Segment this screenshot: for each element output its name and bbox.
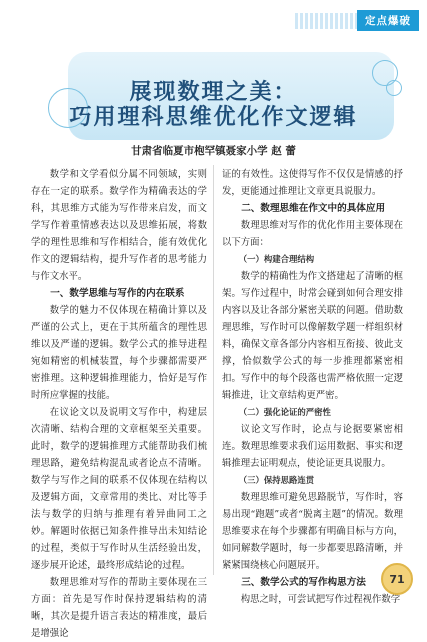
paragraph: 议论文写作时，论点与论据要紧密相连。数理思维要求我们运用数据、事实和逻辑推理去证明观点，使论证更具说服力。 (222, 424, 403, 469)
paragraph: 数理思维可避免思路脱节，写作时，容易出现“跑题”或者“脱离主题”的情况。数理思维要求在每个步骤都有明确目标与方向，如同解数学题时，每一步都要思路清晰，并紧紧围绕核心问题展开。 (222, 492, 403, 571)
subsection-heading: （三）保持思路连贯 (238, 475, 315, 485)
paragraph: 证的有效性。这使得写作不仅仅是情感的抒发，更能通过推理让文章更具说服力。 (222, 169, 403, 197)
author-byline: 甘肃省临夏市枹罕镇聂家小学 赵 蕾 (131, 145, 296, 157)
page-number: 71 (389, 572, 405, 586)
paragraph: 数理思维对写作的帮助主要体现在三方面：首先是写作时保持逻辑结构的清晰，其次是提升语言表达的精准度，最后是增强论 (31, 577, 207, 639)
page-number-badge (381, 563, 413, 595)
badge-stripes (295, 13, 357, 29)
article-title-line1: 展现数理之美： (129, 80, 298, 105)
section-heading: 一、数学思维与写作的内在联系 (50, 288, 185, 299)
section-badge-group (295, 10, 419, 31)
left-column (31, 166, 207, 642)
paragraph: 数学的魅力不仅体现在精确计算以及严谨的公式上，更在于其所蕴含的理性思维以及严谨的逻辑。数学公式的推导进程宛如精密的机械装置，每个步骤都需要严密推理。这种逻辑推理能力，恰好是写作时所应掌握的技能。 (31, 305, 207, 401)
section-heading: 二、数理思维在作文中的具体应用 (241, 203, 386, 214)
paragraph: 构思之时，可尝试把写作过程视作数学 (240, 594, 401, 605)
article-title-line2: 巧用理科思维优化作文逻辑 (69, 105, 358, 130)
paragraph: 数学的精确性为作文搭建起了清晰的框架。写作过程中，时常会碰到如何合理安排内容以及让各部分紧密关联的问题。借助数理思维，写作时可以像解数学题一样组织材料，确保文章各部分内容相互衔接、彼此支撑，恰似数学公式的每一步推理都紧密相扣。写作中的每个段落也需严格依照一定逻辑推进，让文章结构更严密。 (222, 271, 403, 401)
paragraph: 数学和文学看似分属不同领域，实则存在一定的联系。数学作为精确表达的学科，其思维方式能为写作带来启发，而文学写作着重情感表达以及思维拓展，将数学的理性思维和写作相结合，能有效优化作文的逻辑结构，提升写作者的思考能力与作文水平。 (31, 169, 207, 282)
paragraph: 数理思维对写作的优化作用主要体现在以下方面： (222, 220, 403, 248)
column-divider (213, 165, 214, 575)
subsection-heading: （一）构建合理结构 (238, 254, 315, 264)
right-column (222, 166, 403, 608)
section-badge: 定点爆破 (357, 10, 419, 31)
paragraph: 在议论文以及说明文写作中，构建层次清晰、结构合理的文章框架至关重要。此时，数学的逻辑推理方式能帮助我们梳理思路，避免结构混乱或者论点不清晰。数学与写作之间的联系不仅体现在结构以及逻辑方面，文章常用的类比、对比等手法与数学的归纳与推理有着异曲同工之妙。解题时依据已知条件推导出未知结论的过程，类似于写作时从生活经验出发，逐步展开论述，最终形成结论的过程。 (31, 407, 207, 571)
subsection-heading: （二）强化论证的严密性 (238, 407, 331, 417)
section-heading: 三、数学公式的写作构思方法 (241, 577, 366, 588)
